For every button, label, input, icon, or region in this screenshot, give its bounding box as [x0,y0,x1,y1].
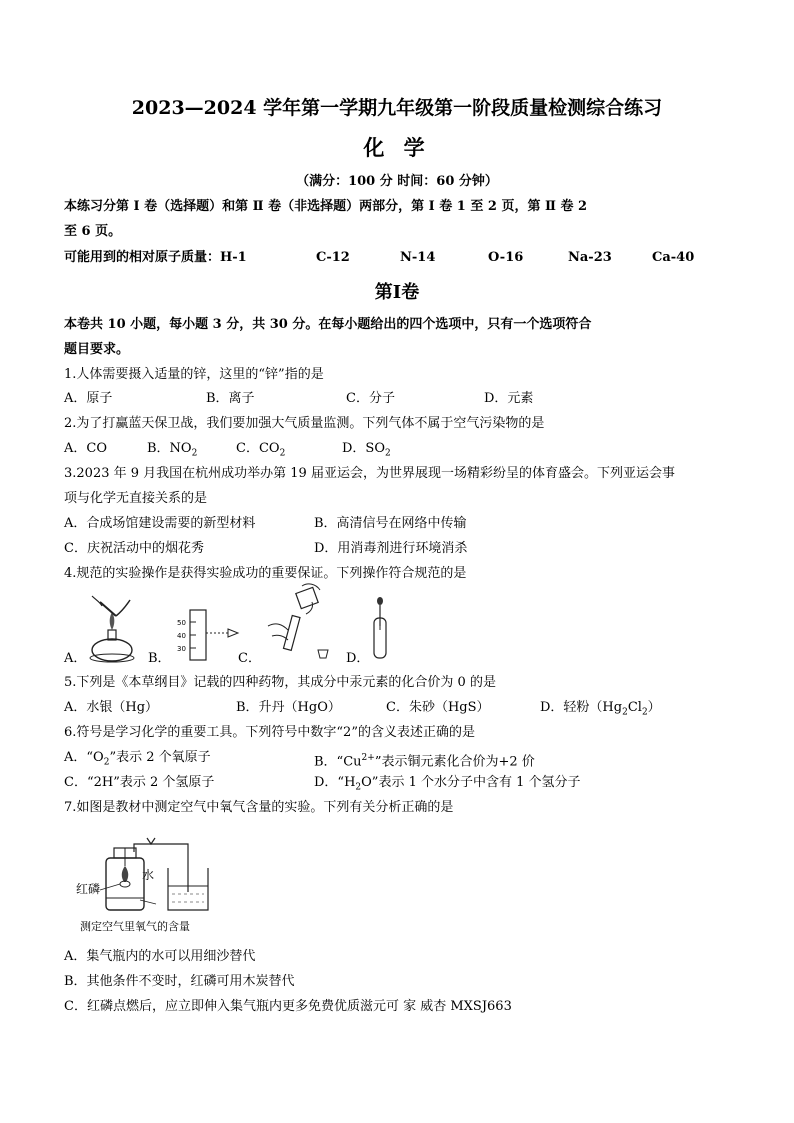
q5-option-a[interactable]: A．水银（Hg） [64,700,159,715]
exam-title: 2023—2024 学年第一学期九年级第一阶段质量检测综合练习 [131,97,663,119]
atomic-mass-label: 可能用到的相对原子质量：H-1 [64,250,247,265]
q1-option-a[interactable]: A．原子 [64,391,113,406]
q6-option-a-post: ”表示 2 个氧原子 [109,750,211,765]
atomic-mass-ca: Ca-40 [652,250,695,265]
q1-option-d[interactable]: D．元素 [484,391,534,406]
q4-option-d[interactable]: D． [346,651,370,666]
q7-option-b[interactable]: B．其他条件不变时，红磷可用木炭替代 [64,974,295,989]
q6-stem: 6.符号是学习化学的重要工具。下列符号中数字“2”的含义表述正确的是 [64,725,475,740]
q3-option-d[interactable]: D．用消毒剂进行环境消杀 [314,541,468,556]
q5-option-d-mid: Cl [627,700,642,715]
q2-option-c-text: C．CO [236,441,280,456]
intro-line-1: 本练习分第 Ⅰ 卷（选择题）和第 Ⅱ 卷（非选择题）两部分，第 Ⅰ 卷 1 至 2 页，第 Ⅱ 卷 2 [64,199,588,214]
q5-option-c[interactable]: C．朱砂（HgS） [386,700,490,715]
atomic-mass-c: C-12 [316,250,350,265]
q4-option-a[interactable]: A． [64,651,87,666]
atomic-mass-na: Na-23 [568,250,612,265]
cylinder-tick-40: 40 [177,632,186,640]
q2-option-b-sub: 2 [191,448,198,459]
q3-option-c[interactable]: C．庆祝活动中的烟花秀 [64,541,204,556]
q6-option-a-sub: 2 [103,757,110,768]
q5-option-d-sub1: 2 [622,707,628,718]
q6-option-d-sub: 2 [355,782,362,793]
q6-option-a[interactable] [64,749,211,772]
subject-title: 化 学 [363,135,431,160]
score-time: （满分：100 分 时间：60 分钟） [296,174,498,189]
q7-stem: 7.如图是教材中测定空气中氧气含量的实验。下列有关分析正确的是 [64,800,454,815]
q3-stem-1: 3.2023 年 9 月我国在杭州成功举办第 19 届亚运会，为世界展现一场精彩纷呈的体育盛会。下列亚运会事 [64,466,675,481]
q2-stem: 2.为了打赢蓝天保卫战，我们要加强大气质量监测。下列气体不属于空气污染物的是 [64,416,545,431]
q2-option-b[interactable] [147,440,197,463]
q3-option-b[interactable]: B．高清信号在网络中传输 [314,516,467,531]
q3-stem-2: 项与化学无直接关系的是 [64,491,208,506]
q2-option-c[interactable] [236,440,285,463]
q7-option-a[interactable]: A．集气瓶内的水可以用细沙替代 [64,949,256,964]
q2-option-a[interactable] [64,440,107,463]
q5-option-d[interactable] [540,699,661,722]
q2-option-b-text: B．NO [147,441,192,456]
atomic-mass-o: O-16 [488,250,524,265]
q2-option-d[interactable] [342,440,391,463]
q5-option-d-post: ） [647,700,661,715]
q6-option-d[interactable] [314,774,581,797]
dropper-test-tube-icon [368,596,392,662]
cylinder-tick-50: 50 [177,619,186,627]
section-instructions-1: 本卷共 10 小题，每小题 3 分，共 30 分。在每小题给出的四个选项中，只有一个选项符合 [64,317,592,332]
q6-option-d-post: O”表示 1 个水分子中含有 1 个氢分子 [361,775,581,790]
atomic-mass-n: N-14 [400,250,436,265]
q1-option-c[interactable]: C．分子 [346,391,395,406]
q4-stem: 4.规范的实验操作是获得实验成功的重要保证。下列操作符合规范的是 [64,566,467,581]
section-title: 第Ⅰ卷 [374,282,420,303]
cylinder-tick-30: 30 [177,645,186,653]
q6-option-b-pre: B．“Cu [314,754,362,770]
q6-option-a-pre: A．“O [64,750,104,765]
figure-caption: 测定空气里氧气的含量 [80,920,190,933]
q6-option-d-pre: D．“H [314,775,356,790]
q1-stem: 1.人体需要摄入适量的锌，这里的“锌”指的是 [64,367,324,382]
q5-option-b[interactable]: B．升丹（HgO） [236,700,341,715]
q6-option-b[interactable] [314,749,535,771]
q2-option-a-text: A．CO [64,441,107,456]
q5-option-d-pre: D．轻粉（Hg [540,700,623,715]
intro-line-2: 至 6 页。 [64,224,122,239]
alcohol-lamp-ignite-icon [86,592,138,664]
q4-option-c[interactable]: C． [238,651,261,666]
q4-option-b[interactable]: B． [148,651,171,666]
graduated-cylinder-reading-icon [176,608,246,664]
figure-label-red-phosphorus: 红磷 [76,882,101,896]
q5-option-d-sub2: 2 [641,707,648,718]
q2-option-c-sub: 2 [279,448,286,459]
q2-option-d-sub: 2 [385,448,391,459]
q6-option-c[interactable]: C．“2H”表示 2 个氢原子 [64,775,215,790]
figure-label-water: 水 [142,868,155,882]
q7-option-c[interactable]: C．红磷点燃后，应立即伸入集气瓶内更多免费优质滋元可 家 威杏 MXSJ663 [64,999,512,1014]
q2-option-d-text: D．SO [342,441,385,456]
q6-option-b-post: ”表示铜元素化合价为+2 价 [374,754,535,770]
test-tube-pouring-icon [262,582,344,664]
q1-option-b[interactable]: B．离子 [206,391,255,406]
q3-option-a[interactable]: A．合成场馆建设需要的新型材料 [64,516,256,531]
q6-option-b-sup: 2+ [361,753,375,763]
section-instructions-2: 题目要求。 [64,342,130,357]
q5-stem: 5.下列是《本草纲目》记载的四种药物，其成分中汞元素的化合价为 0 的是 [64,675,496,690]
